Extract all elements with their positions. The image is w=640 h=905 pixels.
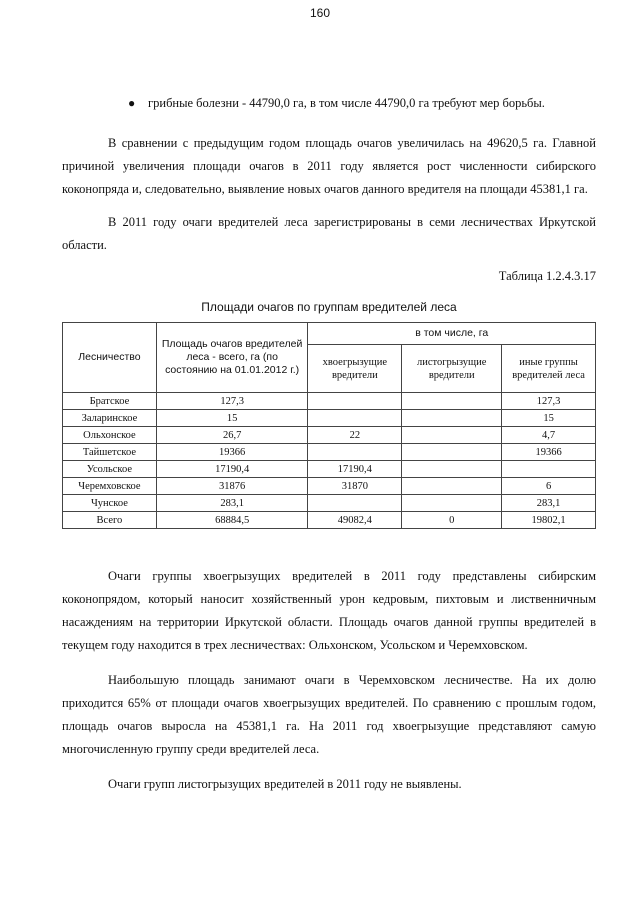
- table-row: [63, 393, 596, 410]
- table-cell: 31870: [308, 478, 402, 495]
- bullet-icon: ●: [128, 96, 136, 110]
- table-cell: 68884,5: [156, 512, 308, 529]
- table-cell: 4,7: [502, 427, 596, 444]
- table-cell: [402, 495, 502, 512]
- table-cell: [308, 410, 402, 427]
- paragraph: В 2011 году очаги вредителей леса зарегистрированы в семи лесничествах Иркутской области.: [62, 215, 596, 252]
- table-cell: 127,3: [156, 393, 308, 410]
- table-cell: 283,1: [156, 495, 308, 512]
- table-title: Площади очагов по группам вредителей леса: [201, 300, 457, 314]
- paragraph: Очаги групп листогрызущих вредителей в 2011 году не выявлены.: [108, 777, 462, 791]
- table-cell: 22: [308, 427, 402, 444]
- table-label: Таблица 1.2.4.3.17: [498, 269, 596, 283]
- table-cell: [402, 410, 502, 427]
- table-cell: [402, 393, 502, 410]
- table-cell: 19802,1: [502, 512, 596, 529]
- table-cell: [402, 427, 502, 444]
- table-cell: 127,3: [502, 393, 596, 410]
- table-cell: 31876: [156, 478, 308, 495]
- table-cell: 17190,4: [308, 461, 402, 478]
- table-cell: Заларинское: [63, 410, 157, 427]
- table-cell: [402, 444, 502, 461]
- table-cell: 15: [502, 410, 596, 427]
- table-row: [63, 478, 596, 495]
- table-row: [63, 444, 596, 461]
- table-cell: Всего: [63, 512, 157, 529]
- table-cell: [402, 461, 502, 478]
- table-cell: Усольское: [63, 461, 157, 478]
- bullet-text: грибные болезни - 44790,0 га, в том числе 44790,0 га требуют мер борьбы.: [148, 96, 545, 110]
- table-row: [63, 461, 596, 478]
- table-cell: Черемховское: [63, 478, 157, 495]
- header-other-pests: иные группы вредителей леса: [502, 345, 596, 393]
- table-row: [63, 512, 596, 529]
- table-cell: [402, 478, 502, 495]
- page-number: 160: [309, 6, 331, 20]
- bullet-item: [62, 94, 596, 112]
- header-leaf-pests: листогрызущие вредители: [402, 345, 502, 393]
- table-cell: 49082,4: [308, 512, 402, 529]
- table-cell: 19366: [502, 444, 596, 461]
- table-row: [63, 410, 596, 427]
- paragraph: Очаги группы хвоегрызущих вредителей в 2011 году представлены сибирским коконопрядом, который наносит хозяйственный урон кедровым, пихтовым и лиственничным насаждениям на территории Иркутской области. Площадь очагов данной группы вредителей в текущем году находится в трех лесничествах: Ольхонском, Усольском и Черемховском.: [62, 569, 596, 652]
- header-total: Площадь очагов вредителей леса - всего, га (по состоянию на 01.01.2012 г.): [156, 323, 308, 393]
- header-conifer-pests: хвоегрызущие вредители: [308, 345, 402, 393]
- paragraph: Наибольшую площадь занимают очаги в Черемховском лесничестве. На их долю приходится 65% от площади очагов хвоегрызущих вредителей. По сравнению с прошлым годом, площадь очагов выросла на 45381,1 га. На 2011 год хвоегрызущие представляют самую многочисленную группу среди вредителей леса.: [62, 673, 596, 756]
- table-cell: 17190,4: [156, 461, 308, 478]
- table-cell: 15: [156, 410, 308, 427]
- table-cell: 0: [402, 512, 502, 529]
- table-cell: 26,7: [156, 427, 308, 444]
- table-cell: Чунское: [63, 495, 157, 512]
- table-cell: Ольхонское: [63, 427, 157, 444]
- table-cell: Тайшетское: [63, 444, 157, 461]
- table-cell: [308, 495, 402, 512]
- table-cell: 283,1: [502, 495, 596, 512]
- header-including: в том числе, га: [308, 323, 596, 345]
- table-cell: [502, 461, 596, 478]
- table-cell: Братское: [63, 393, 157, 410]
- table-cell: 19366: [156, 444, 308, 461]
- table-row: [63, 427, 596, 444]
- data-table: [62, 322, 596, 529]
- table-row: [63, 495, 596, 512]
- table-cell: 6: [502, 478, 596, 495]
- header-forestry: Лесничество: [63, 323, 157, 393]
- paragraph: В сравнении с предыдущим годом площадь очагов увеличилась на 49620,5 га. Главной причиной увеличения площади очагов в 2011 году является рост численности сибирского коконопряда и, следовательно, выявление новых очагов данного вредителя на площади 45381,1 га.: [62, 136, 596, 196]
- table-cell: [308, 393, 402, 410]
- table-cell: [308, 444, 402, 461]
- document-body: [62, 94, 596, 796]
